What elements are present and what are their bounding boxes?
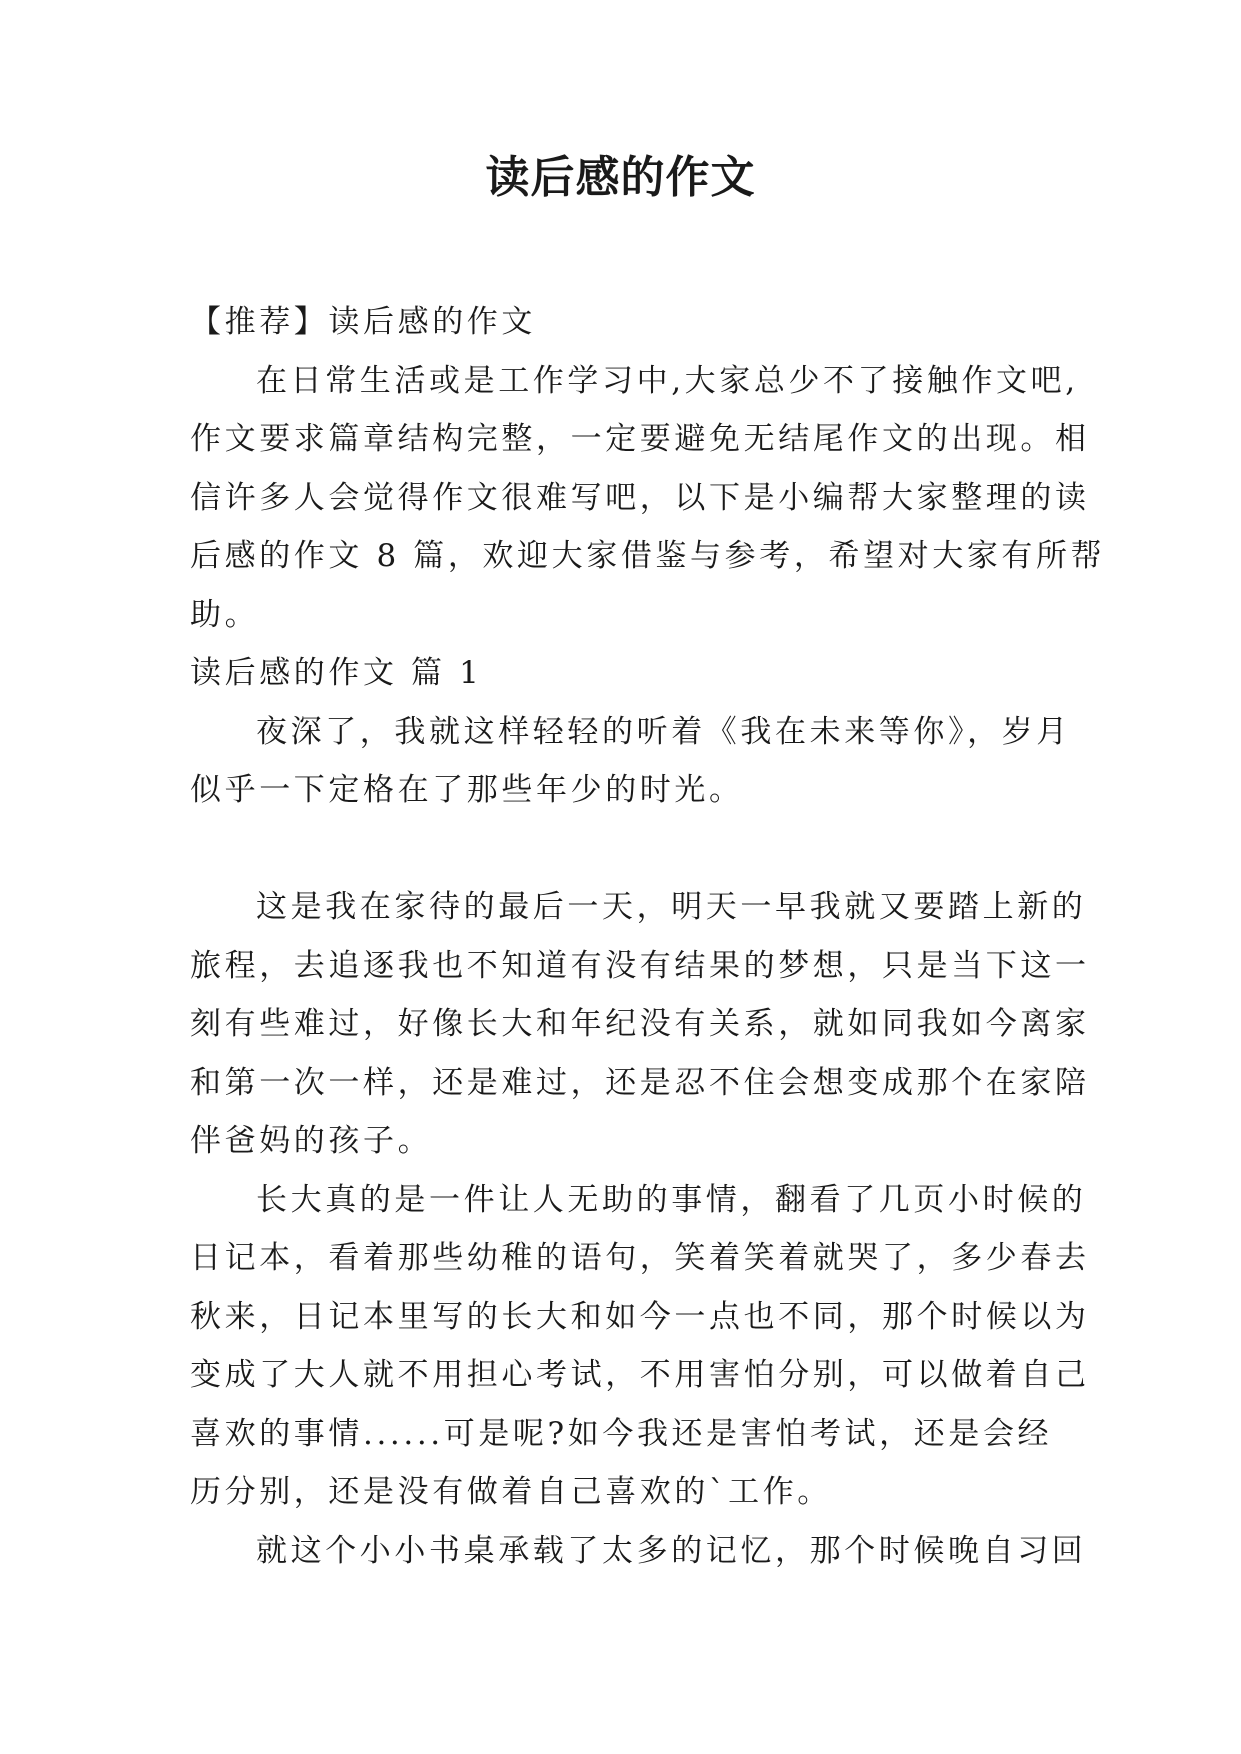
text-line: 【推荐】读后感的作文: [190, 304, 536, 340]
document-title: 读后感的作文: [485, 152, 756, 203]
text-line: 旅程，去追逐我也不知道有没有结果的梦想，只是当下这一: [190, 947, 1090, 984]
text-line: 似乎一下定格在了那些年少的时光。: [190, 772, 744, 808]
text-line: 喜欢的事情......可是呢?如今我还是害怕考试，还是会经: [190, 1415, 1053, 1452]
document-body: [190, 293, 1106, 1580]
text-line: 信许多人会觉得作文很难写吧，以下是小编帮大家整理的读: [190, 479, 1090, 516]
text-line: 变成了大人就不用担心考试，不用害怕分别，可以做着自己: [190, 1357, 1090, 1393]
text-line: 伴爸妈的孩子。: [190, 1123, 433, 1159]
text-line: 历分别，还是没有做着自己喜欢的`工作。: [190, 1474, 832, 1510]
text-line: 秋来，日记本里写的长大和如今一点也不同，那个时候以为: [190, 1298, 1090, 1335]
text-line: 读后感的作文 篇 1: [190, 655, 483, 691]
text-line: 后感的作文 8 篇，欢迎大家借鉴与参考，希望对大家有所帮: [190, 538, 1106, 574]
text-line: 日记本，看着那些幼稚的语句，笑着笑着就哭了，多少春去: [190, 1240, 1090, 1276]
paragraph-first-line: 就这个小小书桌承载了太多的记忆，那个时候晚自习回: [256, 1532, 1087, 1569]
text-line: 助。: [190, 596, 260, 633]
text-line: 和第一次一样，还是难过，还是忍不住会想变成那个在家陪: [190, 1064, 1090, 1101]
paragraph-first-line: 夜深了，我就这样轻轻的听着《我在未来等你》，岁月: [256, 713, 1071, 750]
text-line: 刻有些难过，好像长大和年纪没有关系，就如同我如今离家: [190, 1006, 1090, 1042]
blank-line: [190, 820, 1052, 879]
text-line: 作文要求篇章结构完整，一定要避免无结尾作文的出现。相: [190, 421, 1090, 457]
paragraph-first-line: 长大真的是一件让人无助的事情，翻看了几页小时候的: [256, 1181, 1087, 1218]
paragraph-first-line: 这是我在家待的最后一天，明天一早我就又要踏上新的: [256, 889, 1087, 925]
paragraph-first-line: 在日常生活或是工作学习中,大家总少不了接触作文吧,: [256, 362, 1079, 399]
